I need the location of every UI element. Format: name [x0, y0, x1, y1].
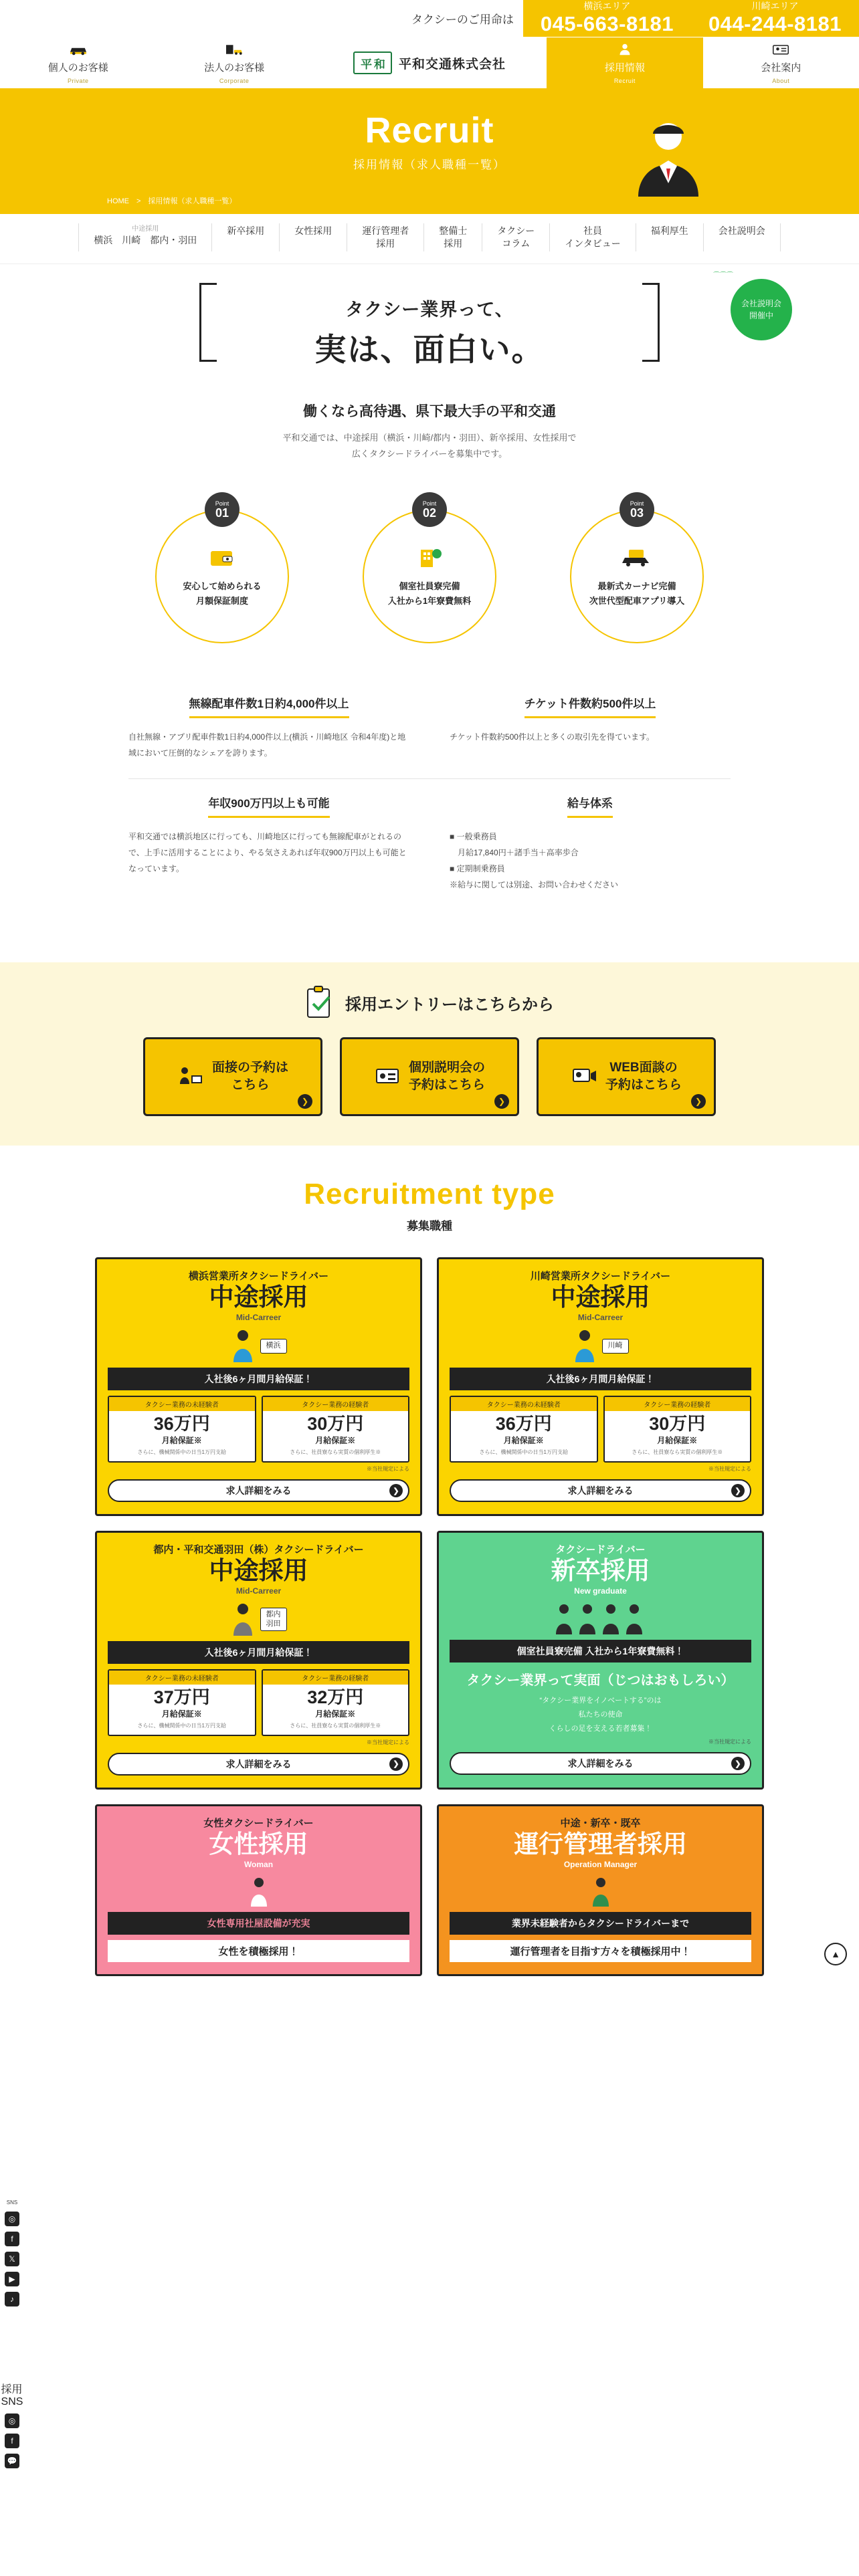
- subnav-item-top: 中途採用: [132, 225, 159, 233]
- subnav-item-label: 社員 インタビュー: [565, 225, 621, 249]
- person-icon: [615, 42, 635, 57]
- job-card-woman[interactable]: [95, 1804, 422, 1976]
- salary-grid: [450, 1396, 751, 1463]
- salary-amount: 30万円: [649, 1413, 706, 1434]
- job-card-sub: 横浜営業所タクシードライバー: [188, 1271, 329, 1283]
- bracket-left-icon: [199, 283, 217, 362]
- salary-caption: タクシー業務の経験者: [263, 1397, 409, 1411]
- job-card-bar: 入社後6ヶ月間月給保証！: [108, 1641, 409, 1664]
- job-detail-label: 求人詳細をみる: [567, 1485, 634, 1497]
- car-icon: [68, 42, 88, 57]
- tel-number[interactable]: 044-244-8181: [708, 12, 842, 36]
- job-card-sub: 川崎営業所タクシードライバー: [530, 1271, 671, 1283]
- subnav-item-benefits[interactable]: [636, 223, 704, 251]
- job-card-bar: 入社後6ヶ月間月給保証！: [450, 1368, 751, 1390]
- nav-item-label: 会社案内: [761, 62, 801, 74]
- nav-item-sub: Corporate: [219, 77, 250, 84]
- subnav-item-label: 新卒採用: [227, 225, 265, 236]
- recruitment-type-title-jp: 募集職種: [407, 1220, 452, 1233]
- job-card-text: “タクシー業界をイノベートする”のは 私たちの使命 くらしの足を支える若者募集！: [539, 1696, 662, 1733]
- entry-card-web-meeting[interactable]: [537, 1037, 716, 1116]
- salary-amount: 37万円: [153, 1687, 210, 1707]
- nav-item-private[interactable]: [0, 37, 156, 88]
- page-subtitle: 採用情報（求人職種一覧）: [353, 158, 506, 171]
- nav-item-label: 採用情報: [604, 62, 645, 74]
- job-card-area-tag: 横浜: [260, 1339, 287, 1354]
- point-badge-label: Point: [630, 500, 644, 508]
- feature-body: 平和交通では横浜地区に行っても、川崎地区に行っても無線配車がとれるので、上手に活用することにより、やる気さえあれば年収900万円以上も可能となっています。: [128, 832, 407, 874]
- point-item: [347, 492, 512, 643]
- nav-item-about[interactable]: [703, 37, 859, 88]
- feature-body: 自社無線・アプリ配車件数1日約4,000件以上(横浜・川崎地区 令和4年度)と地域において圧倒的なシェアを誇ります。: [128, 732, 406, 758]
- subnav-item-label: 横浜 川崎 都内・羽田: [94, 234, 197, 245]
- nav-item-label: 法人のお客様: [204, 62, 265, 74]
- points-list: [0, 492, 859, 643]
- job-card-yokohama[interactable]: [95, 1257, 422, 1516]
- point-item: [139, 492, 305, 643]
- salary-note: さらに、機械関係中の日当1万円支給: [137, 1448, 226, 1455]
- catch-copy: [0, 295, 859, 370]
- job-card-figure: [108, 1602, 409, 1637]
- entry-card-label: 個別説明会の 予約はこちら: [408, 1060, 485, 1093]
- feature-list-item: 月給17,840円＋諸手当＋高率歩合: [450, 848, 579, 858]
- tel-area-label: 横浜エリア: [583, 1, 631, 12]
- entry-card-interview[interactable]: [143, 1037, 322, 1116]
- subnav-item-label: 運行管理者 採用: [362, 225, 409, 249]
- lead-title: 働くなら高待遇、県下最大手の平和交通: [303, 403, 556, 419]
- breadcrumb[interactable]: HOME > 採用情報（求人職種一覧）: [0, 195, 859, 214]
- entry-card-briefing[interactable]: [340, 1037, 519, 1116]
- recruitment-type-heading: [0, 1146, 859, 1239]
- job-card-en: New graduate: [574, 1586, 627, 1596]
- salary-amount: 36万円: [153, 1413, 210, 1434]
- feature-title: 給与体系: [567, 794, 613, 818]
- manager-figure-icon: [589, 1876, 613, 1908]
- entry-cards: [0, 1037, 859, 1116]
- building-car-icon: [224, 42, 244, 57]
- job-card-bar: 業界未経験者からタクシードライバーまで: [450, 1912, 751, 1935]
- job-card-figure: [108, 1329, 409, 1364]
- salary-caption: タクシー業務の未経験者: [109, 1671, 255, 1685]
- driver-figure-icon: [231, 1602, 255, 1637]
- briefing-badge-label: 会社説明会 開催中: [741, 298, 781, 320]
- point-badge-label: Point: [422, 500, 437, 508]
- feature-item: [450, 679, 731, 778]
- subnav-item-label: タクシー コラム: [497, 225, 535, 249]
- job-card-bar: 女性専用社屋設備が充実: [108, 1912, 409, 1935]
- briefing-icon: [374, 1064, 401, 1089]
- dorm-wifi-icon: [414, 544, 445, 571]
- point-circle: [155, 510, 289, 643]
- interview-icon: [177, 1064, 204, 1089]
- subnav-item-column[interactable]: [482, 223, 550, 251]
- point-badge: [205, 492, 240, 527]
- job-card-figure: [450, 1876, 751, 1908]
- job-card-note: ※当社規定による: [708, 1466, 751, 1473]
- salary-grid: [108, 1396, 409, 1463]
- lead-text: 平和交通では、中途採用（横浜・川崎/都内・羽田）、新卒採用、女性採用で 広くタクシードライバーを募集中です。: [282, 432, 577, 459]
- point-badge-label: Point: [215, 500, 229, 508]
- wallet-icon: [207, 544, 237, 571]
- instagram-icon[interactable]: ◎: [5, 2413, 19, 2428]
- salary-amount: 36万円: [495, 1413, 552, 1434]
- job-card-note: ※当社規定による: [367, 1739, 409, 1745]
- subnav-item-mechanic[interactable]: [424, 223, 482, 251]
- salary-note: さらに、社員寮なら実質の個利厚生※: [290, 1722, 381, 1729]
- line-icon[interactable]: 💬: [5, 2454, 19, 2468]
- group-figures-icon: [551, 1602, 651, 1636]
- job-card-sub: 都内・平和交通羽田（株）タクシードライバー: [153, 1544, 364, 1556]
- catch-line-1: タクシー業界って、: [345, 299, 514, 320]
- page-title: Recruit: [365, 110, 494, 150]
- youtube-icon[interactable]: ▶: [5, 2272, 19, 2286]
- job-card-title: 中途採用: [551, 1283, 650, 1311]
- job-card-note: ※当社規定による: [708, 1739, 751, 1745]
- twitter-icon[interactable]: 𝕏: [5, 2252, 19, 2266]
- subnav-item-woman[interactable]: [280, 223, 347, 251]
- subnav-item-briefing[interactable]: [704, 223, 781, 251]
- job-card-en: Mid-Carreer: [235, 1312, 282, 1322]
- job-card-sub: 女性タクシードライバー: [203, 1817, 314, 1829]
- job-detail-button[interactable]: [450, 1752, 751, 1775]
- salary-guarantee: 月給保証※: [315, 1435, 356, 1445]
- job-card-headline: タクシー業界って実面（じつはおもしろい）: [466, 1673, 735, 1688]
- salary-guarantee: 月給保証※: [161, 1709, 202, 1719]
- salary-grid: [108, 1669, 409, 1736]
- job-card-figure: [450, 1602, 751, 1636]
- job-card-en: Mid-Carreer: [235, 1586, 282, 1596]
- job-card-figure: [450, 1329, 751, 1364]
- sns-rail-label: SNS: [6, 2199, 18, 2206]
- job-card-area-tag: 都内 羽田: [260, 1608, 287, 1632]
- catch-line-2: 実は、面白い。: [314, 331, 545, 367]
- subnav-item-manager[interactable]: [347, 223, 424, 251]
- chevron-right-icon: ❯: [298, 1094, 312, 1109]
- job-card-figure: [108, 1876, 409, 1908]
- job-card-operation-manager[interactable]: [437, 1804, 764, 1976]
- salary-box: [108, 1669, 256, 1736]
- job-detail-button[interactable]: [108, 1479, 409, 1502]
- salary-caption: タクシー業務の未経験者: [109, 1397, 255, 1411]
- subnav-item-label: 福利厚生: [650, 225, 688, 236]
- tel-block-yokohama[interactable]: [523, 0, 691, 37]
- entry-section: [0, 962, 859, 1146]
- salary-box: [603, 1396, 752, 1463]
- job-card-sub: 中途・新卒・既卒: [560, 1817, 641, 1829]
- entry-heading-row: [0, 985, 859, 1020]
- hero-banner: [0, 88, 859, 195]
- nav-item-corporate[interactable]: [156, 37, 312, 88]
- point-badge: [412, 492, 447, 527]
- feature-title: 年収900万円以上も可能: [208, 794, 329, 818]
- tel-block-kawasaki[interactable]: [691, 0, 859, 37]
- job-card-title: 運行管理者採用: [514, 1830, 687, 1858]
- job-card-area-tag: 川崎: [602, 1339, 629, 1354]
- web-meeting-icon: [571, 1064, 597, 1089]
- nav-item-recruit[interactable]: [547, 37, 702, 88]
- job-card-tokyo-haneda[interactable]: [95, 1531, 422, 1790]
- instagram-icon[interactable]: ◎: [5, 2212, 19, 2226]
- feature-item: [450, 779, 731, 910]
- nav-item-label: 個人のお客様: [47, 62, 108, 74]
- salary-note: さらに、社員寮なら実質の個利厚生※: [290, 1448, 381, 1455]
- job-card-headline: 女性を積極採用！: [108, 1940, 409, 1962]
- chevron-right-icon: ❯: [494, 1094, 509, 1109]
- job-detail-button[interactable]: [108, 1753, 409, 1776]
- job-cards-grid: [95, 1257, 764, 1975]
- intro-section: [0, 264, 859, 933]
- logo-mark: 平 和: [353, 51, 392, 74]
- salary-caption: タクシー業務の未経験者: [451, 1397, 597, 1411]
- entry-card-label: 面接の予約は こちら: [211, 1060, 288, 1093]
- chevron-right-icon: ❯: [389, 1757, 403, 1771]
- tel-area-label: 川崎エリア: [751, 1, 799, 12]
- point-badge-number: 03: [630, 506, 644, 520]
- job-card-sub: タクシードライバー: [555, 1544, 646, 1556]
- point-badge: [619, 492, 654, 527]
- point-circle: [363, 510, 496, 643]
- job-detail-button[interactable]: [450, 1479, 751, 1502]
- salary-guarantee: 月給保証※: [657, 1435, 698, 1445]
- entry-card-label: WEB面談の 予約はこちら: [605, 1060, 682, 1093]
- car-navi-icon: [619, 544, 654, 571]
- job-card-title: 新卒採用: [551, 1557, 650, 1585]
- tel-number[interactable]: 045-663-8181: [540, 12, 674, 36]
- subnav-item-newgrad[interactable]: [212, 223, 280, 251]
- subnav-item-label: 女性採用: [294, 225, 332, 236]
- salary-amount: 32万円: [307, 1687, 364, 1707]
- nav-item-sub: About: [772, 77, 790, 84]
- card-icon: [771, 42, 791, 57]
- salary-caption: タクシー業務の経験者: [263, 1671, 409, 1685]
- point-text: 最新式カーナビ完備 次世代型配車アプリ導入: [589, 581, 685, 607]
- salary-box: [108, 1396, 256, 1463]
- subnav-item-label: 整備士 採用: [439, 225, 468, 249]
- nav-item-sub: Recruit: [613, 77, 636, 84]
- chevron-right-icon: ❯: [691, 1094, 706, 1109]
- job-card-headline: 運行管理者を目指す方々を積極採用中！: [450, 1940, 751, 1962]
- feature-list-item: ■ 定期制乗務員: [450, 864, 505, 874]
- job-card-body: [450, 1669, 751, 1736]
- entry-heading: 採用エントリーはこちらから: [345, 995, 554, 1014]
- bracket-right-icon: [642, 283, 660, 362]
- job-card-en: Woman: [244, 1859, 274, 1869]
- facebook-icon[interactable]: f: [5, 2232, 19, 2246]
- salary-box: [262, 1396, 410, 1463]
- category-subnav: [0, 214, 859, 264]
- subnav-item-label: 会社説明会: [718, 225, 765, 236]
- feature-list: [450, 829, 731, 893]
- job-detail-label: 求人詳細をみる: [567, 1758, 634, 1769]
- nav-item-sub: Private: [67, 77, 89, 84]
- job-detail-label: 求人詳細をみる: [225, 1758, 292, 1769]
- job-card-bar: 入社後6ヶ月間月給保証！: [108, 1368, 409, 1390]
- recruit-sns-rail-label: 採用 SNS: [1, 2384, 23, 2407]
- job-card-title: 女性採用: [209, 1830, 308, 1858]
- salary-guarantee: 月給保証※: [161, 1435, 202, 1445]
- back-to-top-button[interactable]: ▲: [824, 1943, 847, 1965]
- chevron-right-icon: ❯: [731, 1757, 745, 1770]
- main-nav: [0, 37, 859, 88]
- feature-body: チケット件数約500件以上と多くの取引先を得ています。: [450, 732, 654, 742]
- woman-figure-icon: [247, 1876, 271, 1908]
- job-card-en: Mid-Carreer: [577, 1312, 624, 1322]
- job-card-kawasaki[interactable]: [437, 1257, 764, 1516]
- recruitment-type-title-en: Recruitment type: [304, 1178, 555, 1211]
- job-card-newgrad[interactable]: [437, 1531, 764, 1790]
- clipboard-check-icon: [305, 985, 335, 1020]
- feature-title: チケット件数約500件以上: [524, 694, 656, 718]
- feature-item: [128, 779, 409, 910]
- job-card-en: Operation Manager: [563, 1859, 638, 1869]
- feature-list-item: ■ 一般乗務員: [450, 832, 497, 842]
- subnav-item-interview[interactable]: [550, 223, 636, 251]
- tiktok-icon[interactable]: ♪: [5, 2292, 19, 2306]
- facebook-icon[interactable]: f: [5, 2434, 19, 2448]
- feature-list-item: ※給与に関しては別途、お問い合わせください: [450, 880, 619, 890]
- feature-item: [128, 679, 409, 778]
- salary-box: [450, 1396, 598, 1463]
- chevron-right-icon: ❯: [389, 1484, 403, 1497]
- point-item: [554, 492, 720, 643]
- chevron-right-icon: ❯: [731, 1484, 745, 1497]
- logo-text: 平和交通株式会社: [398, 57, 506, 72]
- lead-block: [0, 401, 859, 463]
- driver-figure-icon: [231, 1329, 255, 1364]
- sns-rail: [0, 2200, 24, 2306]
- driver-illustration-icon: [618, 116, 719, 203]
- features-grid: [128, 679, 731, 910]
- salary-box: [262, 1669, 410, 1736]
- salary-note: さらに、機械関係中の日当1万円支給: [479, 1448, 568, 1455]
- salary-note: さらに、社員寮なら実質の個利厚生※: [632, 1448, 723, 1455]
- feature-title: 無線配車件数1日約4,000件以上: [189, 694, 349, 718]
- salary-note: さらに、機械関係中の日当1万円支給: [137, 1722, 226, 1729]
- point-circle: [570, 510, 704, 643]
- job-card-bar: 個室社員寮完備 入社から1年寮費無料！: [450, 1640, 751, 1662]
- job-detail-label: 求人詳細をみる: [225, 1485, 292, 1497]
- job-card-note: ※当社規定による: [367, 1466, 409, 1473]
- point-text: 安心して始められる 月額保証制度: [183, 581, 262, 607]
- point-badge-number: 01: [215, 506, 229, 520]
- salary-caption: タクシー業務の経験者: [605, 1397, 751, 1411]
- point-text: 個室社員寮完備 入社から1年寮費無料: [387, 581, 472, 607]
- job-card-title: 中途採用: [209, 1283, 308, 1311]
- salary-guarantee: 月給保証※: [503, 1435, 544, 1445]
- site-logo[interactable]: [312, 37, 547, 88]
- subnav-item-midcareer[interactable]: [78, 223, 212, 251]
- driver-figure-icon: [573, 1329, 597, 1364]
- recruit-sns-rail: [0, 2381, 24, 2468]
- point-badge-number: 02: [422, 506, 437, 520]
- salary-amount: 30万円: [307, 1413, 364, 1434]
- badge-dash-icon: ⌒⌒⌒: [713, 272, 733, 280]
- tel-note: タクシーのご用命は: [411, 13, 514, 26]
- job-card-title: 中途採用: [209, 1557, 308, 1585]
- top-bar: [0, 0, 859, 37]
- salary-guarantee: 月給保証※: [315, 1709, 356, 1719]
